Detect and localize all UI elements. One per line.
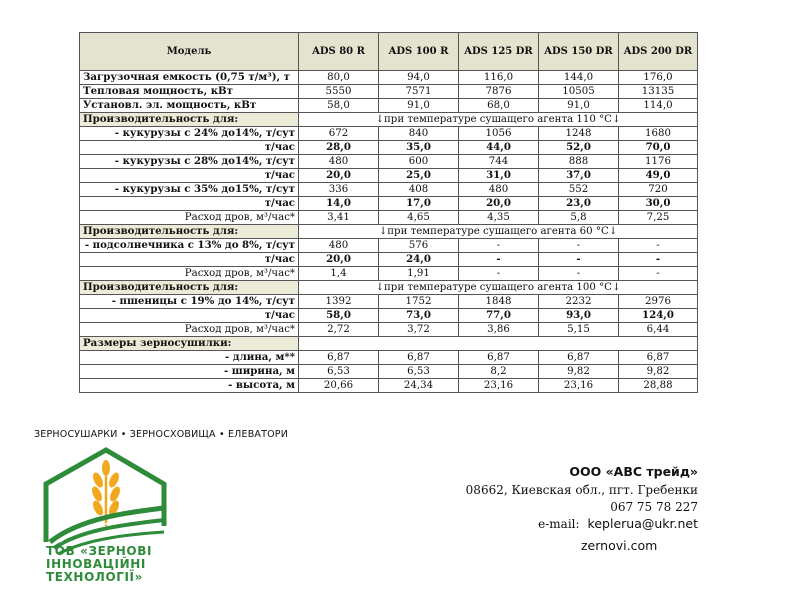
row-corn35-day (80, 183, 698, 197)
cell: 31,0 (459, 169, 539, 183)
cell: 4,65 (379, 211, 459, 225)
cell: 77,0 (459, 309, 539, 323)
cell: 3,72 (379, 323, 459, 337)
row-section1 (80, 113, 698, 127)
cell: 480 (299, 239, 379, 253)
row-label: т/час (80, 253, 299, 267)
row-label: т/час (80, 141, 299, 155)
cell: 8,2 (459, 365, 539, 379)
row-corn28-hour (80, 169, 698, 183)
email-line (430, 516, 698, 531)
address: 08662, Киевская обл., пгт. Гребенки (465, 483, 698, 497)
cell: 480 (299, 155, 379, 169)
cell: - (459, 267, 539, 281)
email-label: e-mail: (538, 517, 580, 531)
cell: 1680 (619, 127, 698, 141)
row-wheat-hour (80, 309, 698, 323)
row-label: т/час (80, 309, 299, 323)
row-wood2 (80, 267, 698, 281)
cell: 35,0 (379, 141, 459, 155)
cell: - (459, 239, 539, 253)
row-section3 (80, 281, 698, 295)
row-wood1 (80, 211, 698, 225)
row-label: - ширина, м (80, 365, 299, 379)
cell: - (619, 239, 698, 253)
cell: 28,88 (619, 379, 698, 393)
cell: - (539, 253, 619, 267)
cell: 14,0 (299, 197, 379, 211)
cell: - (459, 253, 539, 267)
cell: 672 (299, 127, 379, 141)
cell: 552 (539, 183, 619, 197)
cell: 25,0 (379, 169, 459, 183)
cell: 30,0 (619, 197, 698, 211)
row-wood3 (80, 323, 698, 337)
row-capacity (80, 71, 698, 85)
cell: 7876 (459, 85, 539, 99)
cell: 7571 (379, 85, 459, 99)
cell: 23,0 (539, 197, 619, 211)
col-ads125: ADS 125 DR (459, 33, 539, 71)
col-ads200: ADS 200 DR (619, 33, 698, 71)
cell: 24,34 (379, 379, 459, 393)
cell: 58,0 (299, 309, 379, 323)
row-label: - пшеницы с 19% до 14%, т/сут (80, 295, 299, 309)
col-ads150: ADS 150 DR (539, 33, 619, 71)
temperature-note: ↓при температуре сушащего агента 110 °C↓ (299, 113, 698, 127)
row-dims-title (80, 337, 698, 351)
cell: 5550 (299, 85, 379, 99)
cell: 49,0 (619, 169, 698, 183)
cell: 176,0 (619, 71, 698, 85)
cell: 37,0 (539, 169, 619, 183)
cell: 23,16 (459, 379, 539, 393)
row-label: - кукурузы с 24% до14%, т/сут (80, 127, 299, 141)
row-width (80, 365, 698, 379)
row-corn35-hour (80, 197, 698, 211)
cell: 2232 (539, 295, 619, 309)
spec-table (79, 32, 698, 393)
cell: 1,91 (379, 267, 459, 281)
cell: 28,0 (299, 141, 379, 155)
cell: 1248 (539, 127, 619, 141)
row-label: - кукурузы с 28% до14%, т/сут (80, 155, 299, 169)
cell: - (619, 267, 698, 281)
company-name: ООО «АВС трейд» (569, 464, 698, 479)
cell: 94,0 (379, 71, 459, 85)
row-corn28-day (80, 155, 698, 169)
row-wheat-day (80, 295, 698, 309)
cell: 114,0 (619, 99, 698, 113)
cell: 116,0 (459, 71, 539, 85)
cell: 23,16 (539, 379, 619, 393)
cell: 20,0 (299, 169, 379, 183)
cell: 1,4 (299, 267, 379, 281)
row-electric (80, 99, 698, 113)
cell: 70,0 (619, 141, 698, 155)
cell: 6,87 (619, 351, 698, 365)
cell: 9,82 (539, 365, 619, 379)
logo-line: ТЕХНОЛОГІЇ» (46, 570, 143, 584)
row-label: Расход дров, м³/час* (80, 323, 299, 337)
row-label: Расход дров, м³/час* (80, 267, 299, 281)
section-title: Производительность для: (80, 113, 299, 127)
row-label: - подсолнечника с 13% до 8%, т/сут (80, 239, 299, 253)
cell: 600 (379, 155, 459, 169)
row-sunflower-hour (80, 253, 698, 267)
row-label: Загрузочная емкость (0,75 т/м³), т (80, 71, 299, 85)
cell: 44,0 (459, 141, 539, 155)
cell: 6,44 (619, 323, 698, 337)
temperature-note: ↓при температуре сушащего агента 60 °C↓ (299, 225, 698, 239)
cell: - (619, 253, 698, 267)
cell: 58,0 (299, 99, 379, 113)
row-corn24-hour (80, 141, 698, 155)
cell: 10505 (539, 85, 619, 99)
cell: 20,0 (459, 197, 539, 211)
row-corn24-day (80, 127, 698, 141)
cell: 1056 (459, 127, 539, 141)
row-label: т/час (80, 169, 299, 183)
cell: 7,25 (619, 211, 698, 225)
section-title: Размеры зерносушилки: (80, 337, 299, 351)
website-link[interactable]: zernovi.com (581, 538, 658, 553)
cell: 1752 (379, 295, 459, 309)
cell: 720 (619, 183, 698, 197)
row-label: - кукурузы с 35% до15%, т/сут (80, 183, 299, 197)
row-label: Расход дров, м³/час* (80, 211, 299, 225)
row-label: т/час (80, 197, 299, 211)
section-title: Производительность для: (80, 225, 299, 239)
row-section2 (80, 225, 698, 239)
row-label: - длина, м** (80, 351, 299, 365)
row-sunflower-day (80, 239, 698, 253)
cell: 93,0 (539, 309, 619, 323)
row-label: - высота, м (80, 379, 299, 393)
cell: 4,35 (459, 211, 539, 225)
row-height (80, 379, 698, 393)
cell: 6,87 (379, 351, 459, 365)
logo-line: ТОВ «ЗЕРНОВІ (46, 544, 153, 558)
tagline: ЗЕРНОСУШАРКИ • ЗЕРНОСХОВИЩА • ЕЛЕВАТОРИ (34, 429, 289, 440)
cell: 2,72 (299, 323, 379, 337)
temperature-note: ↓при температуре сушащего агента 100 °C↓ (299, 281, 698, 295)
logo-line: ІННОВАЦІЙНІ (46, 557, 146, 571)
cell: 6,87 (539, 351, 619, 365)
cell: 2976 (619, 295, 698, 309)
cell: 6,87 (299, 351, 379, 365)
cell: 408 (379, 183, 459, 197)
cell: 13135 (619, 85, 698, 99)
cell: 840 (379, 127, 459, 141)
cell: 576 (379, 239, 459, 253)
cell: 91,0 (379, 99, 459, 113)
cell: 9,82 (619, 365, 698, 379)
cell: 6,87 (459, 351, 539, 365)
cell: 124,0 (619, 309, 698, 323)
cell: 144,0 (539, 71, 619, 85)
cell: 68,0 (459, 99, 539, 113)
cell: 73,0 (379, 309, 459, 323)
section-title: Производительность для: (80, 281, 299, 295)
cell: 5,15 (539, 323, 619, 337)
cell: 1392 (299, 295, 379, 309)
col-ads100: ADS 100 R (379, 33, 459, 71)
col-ads80: ADS 80 R (299, 33, 379, 71)
cell: - (539, 239, 619, 253)
cell: 52,0 (539, 141, 619, 155)
cell: 80,0 (299, 71, 379, 85)
email-link[interactable]: keplerua@ukr.net (587, 516, 698, 531)
cell: 24,0 (379, 253, 459, 267)
cell: 3,41 (299, 211, 379, 225)
row-label: Установл. эл. мощность, кВт (80, 99, 299, 113)
header-row (80, 33, 698, 71)
cell: 20,0 (299, 253, 379, 267)
cell: - (539, 267, 619, 281)
col-model: Модель (80, 33, 299, 71)
cell: 6,53 (299, 365, 379, 379)
cell: 336 (299, 183, 379, 197)
cell: 3,86 (459, 323, 539, 337)
cell: 744 (459, 155, 539, 169)
contacts-block (430, 464, 698, 531)
cell: 1176 (619, 155, 698, 169)
cell: 888 (539, 155, 619, 169)
row-length (80, 351, 698, 365)
cell: 5,8 (539, 211, 619, 225)
cell: 20,66 (299, 379, 379, 393)
cell: 91,0 (539, 99, 619, 113)
cell: 480 (459, 183, 539, 197)
row-thermal (80, 85, 698, 99)
row-label: Тепловая мощность, кВт (80, 85, 299, 99)
cell: 1848 (459, 295, 539, 309)
empty-cell (299, 337, 698, 351)
cell: 6,53 (379, 365, 459, 379)
logo-wordmark (46, 545, 152, 584)
phone: 067 75 78 227 (610, 500, 698, 514)
cell: 17,0 (379, 197, 459, 211)
